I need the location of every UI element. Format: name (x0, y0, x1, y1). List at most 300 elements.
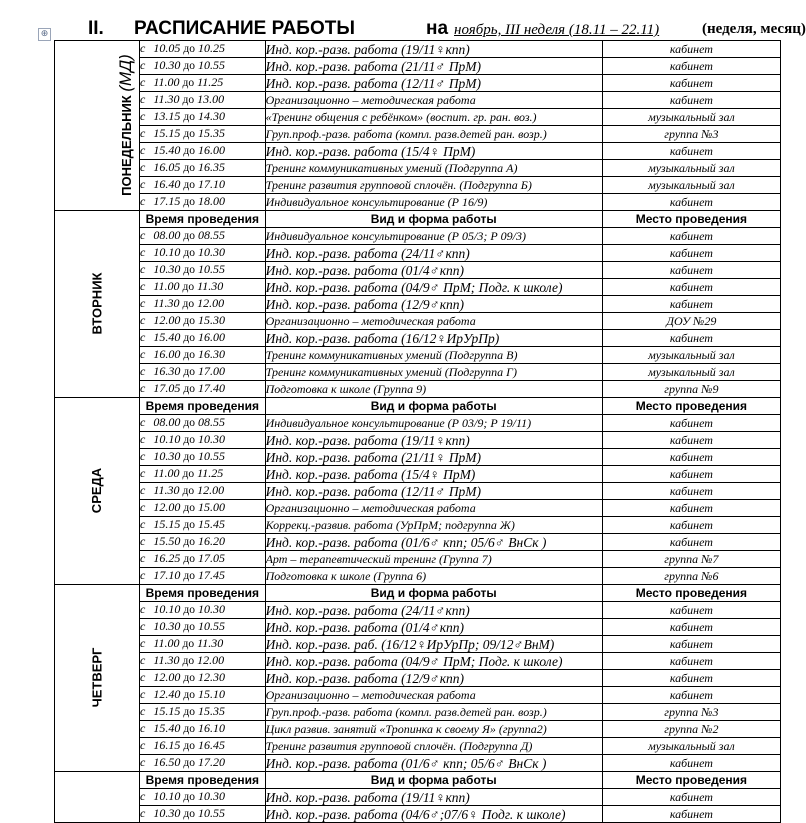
time-start: 10.30 (153, 58, 181, 72)
activity-cell: Индивидуальное консультирование (Р 05/3; Р 09/3) (265, 228, 602, 245)
time-end: 10.30 (197, 602, 225, 616)
activity-cell: Тренинг коммуникативных умений (Подгруппа А) (265, 160, 602, 177)
place-cell: кабинет (602, 619, 780, 636)
table-row (55, 109, 781, 126)
place-cell: кабинет (602, 228, 780, 245)
time-cell (140, 517, 266, 534)
time-start: 16.25 (153, 551, 181, 565)
time-end: 15.35 (197, 704, 225, 718)
time-cell (140, 602, 266, 619)
day-abbreviation: (МД) (115, 54, 135, 92)
place-cell: кабинет (602, 755, 780, 772)
time-to-label: до (183, 128, 195, 140)
time-start: 11.00 (153, 279, 180, 293)
time-from-label: с (140, 262, 146, 276)
time-to-label: до (183, 247, 195, 259)
time-cell (140, 245, 266, 262)
time-from-label: с (140, 704, 146, 718)
time-cell (140, 347, 266, 364)
activity-cell: Инд. кор.-разв. работа (01/6♂ кпп; 05/6♂ ВнСк ) (265, 755, 602, 772)
time-cell (140, 687, 266, 704)
table-row (55, 194, 781, 211)
place-cell: кабинет (602, 806, 780, 823)
activity-cell: Организационно – методическая работа (265, 687, 602, 704)
table-row (55, 449, 781, 466)
time-from-label: с (140, 58, 146, 72)
place-cell: кабинет (602, 483, 780, 500)
time-cell (140, 160, 266, 177)
time-from-label: с (140, 126, 146, 140)
time-to-label: до (183, 366, 195, 378)
time-end: 12.00 (197, 483, 225, 497)
time-end: 18.00 (197, 194, 225, 208)
day-name-text: ЧЕТВЕРГ (89, 647, 105, 708)
time-cell (140, 500, 266, 517)
time-from-label: с (140, 92, 146, 106)
time-from-label: с (140, 279, 146, 293)
time-from-label: с (140, 738, 146, 752)
time-start: 12.00 (153, 313, 181, 327)
place-cell: музыкальный зал (602, 109, 780, 126)
time-end: 15.00 (197, 500, 225, 514)
time-cell (140, 177, 266, 194)
time-end: 11.30 (197, 636, 224, 650)
table-row (55, 483, 781, 500)
time-start: 15.15 (153, 517, 181, 531)
time-from-label: с (140, 687, 146, 701)
time-to-label: до (183, 706, 195, 718)
table-row (55, 58, 781, 75)
time-start: 08.00 (153, 415, 181, 429)
page-header (88, 18, 806, 42)
time-to-label: до (183, 145, 195, 157)
header-place: Место проведения (602, 398, 780, 415)
time-start: 17.10 (153, 568, 181, 582)
activity-cell: Подготовка к школе (Группа 6) (265, 568, 602, 585)
time-end: 10.55 (197, 449, 225, 463)
time-start: 16.05 (153, 160, 181, 174)
time-from-label: с (140, 619, 146, 633)
time-start: 11.00 (153, 636, 180, 650)
time-end: 08.55 (197, 228, 225, 242)
time-end: 13.00 (197, 92, 225, 106)
time-to-label: до (183, 808, 195, 820)
place-cell: кабинет (602, 58, 780, 75)
table-row (55, 534, 781, 551)
activity-cell: Индивидуальное консультирование (Р 03/9; Р 19/11) (265, 415, 602, 432)
table-row (55, 330, 781, 347)
activity-cell: Инд. кор.-разв. работа (12/9♂кпп) (265, 296, 602, 313)
time-from-label: с (140, 500, 146, 514)
table-row (55, 568, 781, 585)
place-cell: группа №3 (602, 126, 780, 143)
time-cell (140, 92, 266, 109)
table-move-handle-icon[interactable]: ⊕ (38, 28, 51, 41)
time-start: 12.40 (153, 687, 181, 701)
time-start: 10.10 (153, 602, 181, 616)
time-from-label: с (140, 245, 146, 259)
time-start: 13.15 (153, 109, 181, 123)
schedule-period: ноябрь, III неделя (18.11 – 22.11) (454, 22, 660, 38)
time-end: 16.35 (197, 160, 225, 174)
time-cell (140, 466, 266, 483)
activity-cell: Инд. кор.-разв. работа (21/11♂ ПрМ) (265, 58, 602, 75)
table-row (55, 517, 781, 534)
header-time: Время проведения (140, 211, 266, 228)
table-row (55, 789, 781, 806)
time-to-label: до (183, 502, 195, 514)
place-cell: группа №7 (602, 551, 780, 568)
table-row (55, 279, 781, 296)
time-cell (140, 721, 266, 738)
time-cell (140, 58, 266, 75)
title-preposition: на (426, 18, 449, 39)
day-label-cell (55, 585, 140, 772)
activity-cell: Инд. кор.-разв. работа (15/4♀ ПрМ) (265, 466, 602, 483)
table-row (55, 228, 781, 245)
time-start: 16.30 (153, 364, 181, 378)
time-cell (140, 381, 266, 398)
day-name-text: СРЕДА (89, 467, 105, 514)
time-to-label: до (182, 77, 195, 89)
header-activity: Вид и форма работы (265, 211, 602, 228)
time-to-label: до (183, 740, 195, 752)
time-to-label: до (183, 230, 195, 242)
activity-cell: Инд. кор.-разв. работа (12/11♂ ПрМ) (265, 483, 602, 500)
time-start: 15.50 (153, 534, 181, 548)
activity-cell: Инд. кор.-разв. работа (24/11♂кпп) (265, 245, 602, 262)
table-row (55, 313, 781, 330)
time-from-label: с (140, 177, 146, 191)
time-start: 16.15 (153, 738, 181, 752)
activity-cell: Инд. кор.-разв. работа (04/9♂ ПрМ; Подг. к школе) (265, 653, 602, 670)
activity-cell: Тренинг развития групповой сплочён. (Подгруппа Б) (265, 177, 602, 194)
day-label-cell (55, 398, 140, 585)
time-start: 11.00 (153, 466, 180, 480)
activity-cell: Инд. кор.-разв. работа (19/11♀кпп) (265, 432, 602, 449)
time-end: 10.55 (197, 619, 225, 633)
time-start: 15.40 (153, 330, 181, 344)
time-start: 11.00 (153, 75, 180, 89)
place-cell: музыкальный зал (602, 177, 780, 194)
header-place: Место проведения (602, 211, 780, 228)
table-row (55, 296, 781, 313)
time-end: 11.25 (197, 75, 224, 89)
header-activity: Вид и форма работы (265, 585, 602, 602)
table-row (55, 806, 781, 823)
place-cell: кабинет (602, 92, 780, 109)
time-start: 11.30 (153, 92, 180, 106)
time-to-label: до (183, 315, 195, 327)
time-end: 15.45 (197, 517, 225, 531)
time-end: 10.55 (197, 58, 225, 72)
page-title: РАСПИСАНИЕ РАБОТЫ (134, 18, 355, 39)
time-to-label: до (183, 553, 195, 565)
time-start: 11.30 (153, 653, 180, 667)
table-row (55, 160, 781, 177)
time-cell (140, 738, 266, 755)
time-from-label: с (140, 194, 146, 208)
activity-cell: Инд. кор.-разв. работа (04/9♂ ПрМ; Подг. к школе) (265, 279, 602, 296)
day-label-cell (55, 772, 140, 823)
time-from-label: с (140, 160, 146, 174)
time-start: 16.00 (153, 347, 181, 361)
time-cell (140, 75, 266, 92)
activity-cell: Инд. кор.-разв. работа (24/11♂кпп) (265, 602, 602, 619)
time-cell (140, 653, 266, 670)
table-row (55, 143, 781, 160)
activity-cell: Груп.проф.-разв. работа (компл. разв.детей ран. возр.) (265, 704, 602, 721)
column-header-row (55, 398, 781, 415)
table-row (55, 636, 781, 653)
time-end: 11.30 (197, 279, 224, 293)
time-end: 16.45 (197, 738, 225, 752)
time-from-label: с (140, 755, 146, 769)
time-from-label: с (140, 347, 146, 361)
time-to-label: до (183, 451, 195, 463)
table-row (55, 75, 781, 92)
place-cell: кабинет (602, 143, 780, 160)
activity-cell: Инд. кор.-разв. работа (01/6♂ кпп; 05/6♂ ВнСк ) (265, 534, 602, 551)
table-row (55, 738, 781, 755)
place-cell: кабинет (602, 75, 780, 92)
time-end: 14.30 (197, 109, 225, 123)
activity-cell: Коррекц.-развив. работа (УрПрМ; подгруппа Ж) (265, 517, 602, 534)
activity-cell: Организационно – методическая работа (265, 500, 602, 517)
period-hint: (неделя, месяц) (702, 21, 806, 37)
time-end: 15.30 (197, 313, 225, 327)
time-start: 10.05 (153, 41, 181, 55)
time-start: 10.10 (153, 432, 181, 446)
place-cell: кабинет (602, 687, 780, 704)
time-to-label: до (183, 111, 195, 123)
table-row (55, 347, 781, 364)
activity-cell: «Тренинг общения с ребёнком» (воспит. гр. ран. воз.) (265, 109, 602, 126)
place-cell: ДОУ №29 (602, 313, 780, 330)
time-end: 10.30 (197, 789, 225, 803)
time-cell (140, 143, 266, 160)
place-cell: группа №6 (602, 568, 780, 585)
time-cell (140, 755, 266, 772)
activity-cell: Груп.проф.-разв. работа (компл. разв.детей ран. возр.) (265, 126, 602, 143)
time-from-label: с (140, 636, 146, 650)
time-to-label: до (183, 264, 195, 276)
time-to-label: до (183, 672, 195, 684)
time-from-label: с (140, 602, 146, 616)
activity-cell: Инд. кор.-разв. работа (16/12♀ИрУрПр) (265, 330, 602, 347)
table-row (55, 670, 781, 687)
table-row (55, 415, 781, 432)
day-name-text: ВТОРНИК (89, 272, 105, 335)
time-from-label: с (140, 449, 146, 463)
place-cell: кабинет (602, 636, 780, 653)
time-end: 17.45 (197, 568, 225, 582)
place-cell: группа №3 (602, 704, 780, 721)
table-row (55, 653, 781, 670)
time-cell (140, 41, 266, 58)
time-start: 15.15 (153, 704, 181, 718)
place-cell: музыкальный зал (602, 364, 780, 381)
place-cell: группа №9 (602, 381, 780, 398)
time-end: 10.30 (197, 245, 225, 259)
time-cell (140, 194, 266, 211)
time-end: 17.40 (197, 381, 225, 395)
time-to-label: до (183, 757, 195, 769)
place-cell: кабинет (602, 653, 780, 670)
table-row (55, 619, 781, 636)
time-to-label: до (183, 43, 195, 55)
time-start: 15.40 (153, 143, 181, 157)
time-start: 08.00 (153, 228, 181, 242)
time-start: 10.30 (153, 449, 181, 463)
time-from-label: с (140, 313, 146, 327)
day-name (90, 648, 105, 708)
table-row (55, 177, 781, 194)
time-from-label: с (140, 228, 146, 242)
time-to-label: до (183, 604, 195, 616)
time-from-label: с (140, 75, 146, 89)
activity-cell: Инд. кор.-разв. работа (01/4♂кпп) (265, 619, 602, 636)
activity-cell: Тренинг развития групповой сплочён. (Подгруппа Д) (265, 738, 602, 755)
time-end: 12.00 (197, 653, 225, 667)
table-row (55, 381, 781, 398)
place-cell: музыкальный зал (602, 738, 780, 755)
time-end: 08.55 (197, 415, 225, 429)
activity-cell: Индивидуальное консультирование (Р 16/9) (265, 194, 602, 211)
time-from-label: с (140, 670, 146, 684)
time-start: 10.30 (153, 806, 181, 820)
time-end: 10.25 (197, 41, 225, 55)
time-from-label: с (140, 517, 146, 531)
time-start: 12.00 (153, 670, 181, 684)
time-end: 16.00 (197, 330, 225, 344)
time-cell (140, 296, 266, 313)
time-cell (140, 806, 266, 823)
day-label-cell (55, 211, 140, 398)
time-cell (140, 670, 266, 687)
time-to-label: до (183, 417, 195, 429)
table-row (55, 687, 781, 704)
time-end: 16.20 (197, 534, 225, 548)
place-cell: кабинет (602, 415, 780, 432)
time-to-label: до (183, 621, 195, 633)
section-number: II. (88, 18, 104, 39)
table-row (55, 704, 781, 721)
activity-cell: Инд. кор.-разв. работа (12/9♂кпп) (265, 670, 602, 687)
day-label-cell (55, 41, 140, 211)
time-start: 10.10 (153, 789, 181, 803)
activity-cell: Инд. кор.-разв. работа (19/11♀кпп) (265, 41, 602, 58)
time-end: 16.10 (197, 721, 225, 735)
time-from-label: с (140, 653, 146, 667)
time-cell (140, 789, 266, 806)
table-row (55, 500, 781, 517)
header-activity: Вид и форма работы (265, 398, 602, 415)
time-to-label: до (183, 383, 195, 395)
time-cell (140, 551, 266, 568)
table-row (55, 364, 781, 381)
time-cell (140, 636, 266, 653)
activity-cell: Инд. кор.-разв. работа (04/6♂;07/6♀ Подг. к школе) (265, 806, 602, 823)
time-end: 17.10 (197, 177, 225, 191)
header-place: Место проведения (602, 585, 780, 602)
time-start: 15.40 (153, 721, 181, 735)
time-cell (140, 704, 266, 721)
time-start: 11.30 (153, 483, 180, 497)
time-from-label: с (140, 109, 146, 123)
time-cell (140, 415, 266, 432)
day-name (90, 468, 105, 513)
table-row (55, 262, 781, 279)
time-to-label: до (183, 434, 195, 446)
activity-cell: Инд. кор.-разв. работа (21/11♀ ПрМ) (265, 449, 602, 466)
place-cell: музыкальный зал (602, 347, 780, 364)
place-cell: кабинет (602, 296, 780, 313)
time-from-label: с (140, 806, 146, 820)
table-row (55, 126, 781, 143)
time-cell (140, 109, 266, 126)
time-end: 10.30 (197, 432, 225, 446)
table-row (55, 245, 781, 262)
time-to-label: до (183, 570, 195, 582)
time-from-label: с (140, 415, 146, 429)
time-from-label: с (140, 364, 146, 378)
time-from-label: с (140, 721, 146, 735)
table-row (55, 755, 781, 772)
activity-cell: Тренинг коммуникативных умений (Подгруппа В) (265, 347, 602, 364)
time-cell (140, 262, 266, 279)
activity-cell: Цикл развив. занятий «Тропинка к своему Я» (группа2) (265, 721, 602, 738)
place-cell: кабинет (602, 466, 780, 483)
time-to-label: до (182, 638, 195, 650)
time-end: 16.30 (197, 347, 225, 361)
column-header-row (55, 211, 781, 228)
time-from-label: с (140, 41, 146, 55)
time-cell (140, 228, 266, 245)
time-cell (140, 330, 266, 347)
time-from-label: с (140, 789, 146, 803)
time-end: 12.30 (197, 670, 225, 684)
time-from-label: с (140, 143, 146, 157)
activity-cell: Инд. кор.-разв. работа (19/11♀кпп) (265, 789, 602, 806)
table-row (55, 432, 781, 449)
header-time: Время проведения (140, 398, 266, 415)
table-row (55, 551, 781, 568)
time-start: 17.15 (153, 194, 181, 208)
place-cell: кабинет (602, 262, 780, 279)
time-from-label: с (140, 432, 146, 446)
time-from-label: с (140, 568, 146, 582)
time-to-label: до (183, 179, 195, 191)
place-cell: кабинет (602, 432, 780, 449)
time-start: 16.50 (153, 755, 181, 769)
time-start: 10.30 (153, 619, 181, 633)
time-from-label: с (140, 296, 146, 310)
schedule-table (54, 40, 781, 823)
header-activity: Вид и форма работы (265, 772, 602, 789)
header-place: Место проведения (602, 772, 780, 789)
time-cell (140, 534, 266, 551)
day-name-text: ПОНЕДЕЛЬНИК (118, 95, 134, 196)
time-end: 10.55 (197, 262, 225, 276)
activity-cell: Инд. кор.-разв. работа (15/4♀ ПрМ) (265, 143, 602, 160)
time-end: 10.55 (197, 806, 225, 820)
place-cell: кабинет (602, 449, 780, 466)
time-to-label: до (183, 791, 195, 803)
time-start: 16.40 (153, 177, 181, 191)
place-cell: кабинет (602, 602, 780, 619)
time-to-label: до (182, 655, 195, 667)
